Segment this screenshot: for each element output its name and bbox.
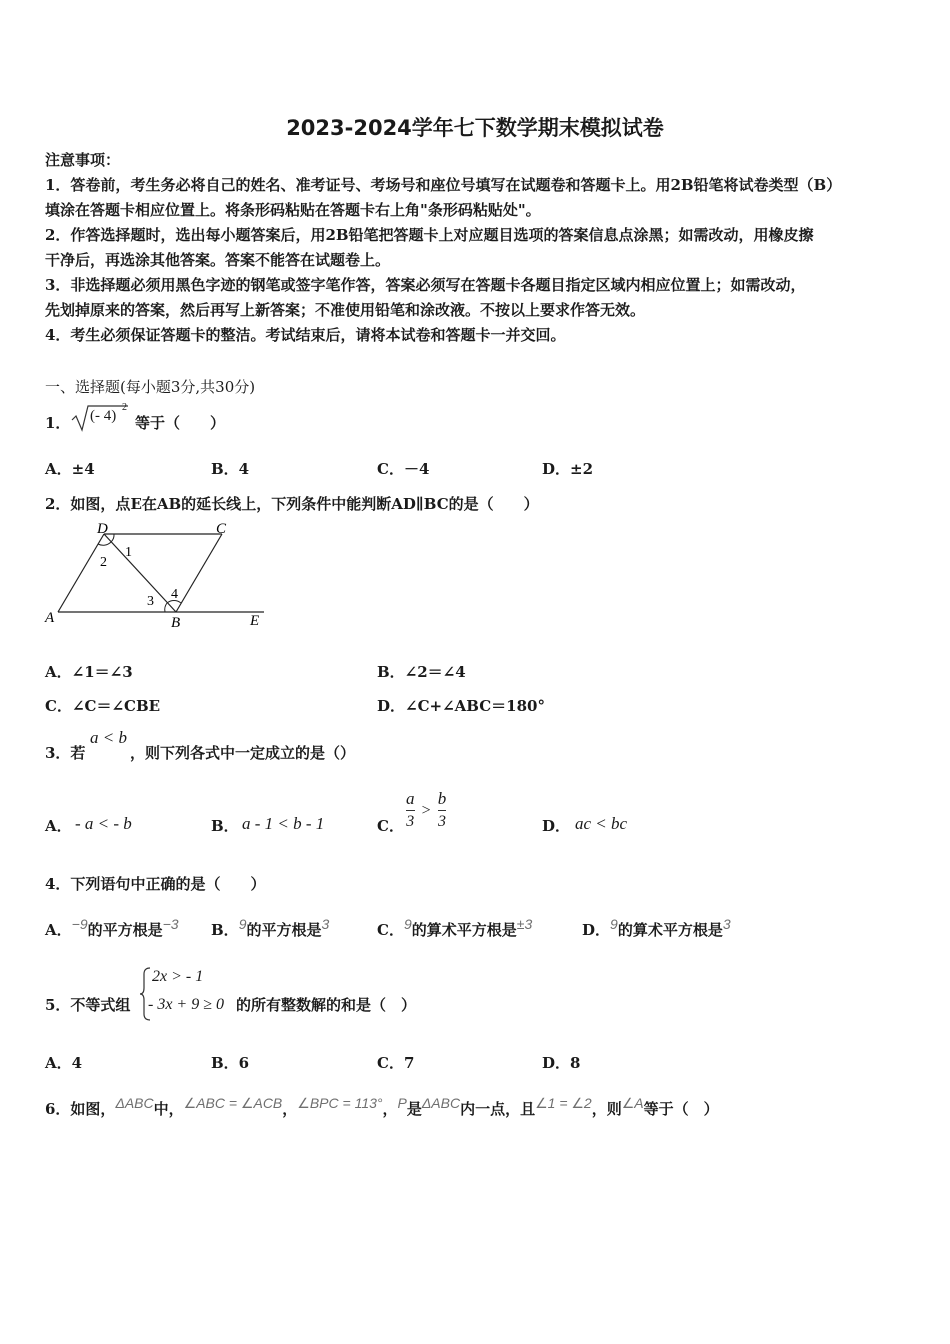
q2-option-a: A．∠1＝∠3 [45, 663, 133, 681]
greater-than: > [421, 801, 431, 819]
text: ， [382, 1100, 398, 1118]
math-value: ±3 [516, 916, 533, 932]
q2-option-b: B．∠2＝∠4 [377, 663, 466, 681]
note-line: 干净后，再选涂其他答案。答案不能答在试题卷上。 [45, 251, 391, 269]
q4-text: 4．下列语句中正确的是（ ） [45, 875, 266, 893]
label-d: D [97, 521, 108, 537]
math-value: ΔABC [115, 1095, 154, 1111]
line-bc [176, 534, 222, 612]
math-value: ∠A [621, 1095, 644, 1111]
text: 6．如图， [45, 1100, 116, 1118]
q6-text [45, 1095, 719, 1119]
q3-option-c [406, 788, 446, 833]
section-heading: 一、选择题(每小题3分,共30分) [45, 378, 256, 396]
text: 是 [406, 1100, 422, 1118]
q1-option-c: C．－4 [377, 460, 430, 478]
angle-3-arc [165, 603, 167, 612]
math-value: 9 [610, 916, 618, 932]
q4-option-d [582, 916, 731, 940]
text: ， [282, 1100, 298, 1118]
q4-option-c [377, 916, 533, 940]
label-angle-3: 3 [147, 594, 154, 609]
math-value: P [397, 1095, 407, 1111]
option-text: 的算术平方根是 [411, 921, 517, 939]
label-angle-2: 2 [100, 555, 107, 570]
q5-option-b: B．6 [211, 1054, 250, 1072]
q2-figure [40, 518, 280, 638]
q5-suffix: 的所有整数解的和是（ ） [236, 996, 417, 1014]
note-line: 2．作答选择题时，选出每小题答案后，用2B铅笔把答题卡上对应题目选项的答案信息点涂黑；如需改动，用橡皮擦 [45, 226, 814, 244]
q1-radical [70, 402, 132, 434]
label-angle-4: 4 [171, 587, 178, 602]
angle-2-arc [98, 542, 111, 545]
q3-option-d: ac < bc [575, 814, 628, 833]
text: 中， [153, 1100, 184, 1118]
text: 等于（ ） [643, 1100, 719, 1118]
q2-option-d: D．∠C+∠ABC＝180° [377, 697, 545, 715]
q5-option-a: A．4 [45, 1054, 83, 1072]
note-line: 1．答卷前，考生务必将自己的姓名、准考证号、考场号和座位号填写在试题卷和答题卡上。用2B铅笔将试卷类型（B） [45, 176, 842, 194]
q5-option-d: D．8 [542, 1054, 581, 1072]
note-line: 4．考生必须保证答题卡的整洁。考试结束后，请将本试卷和答题卡一并交回。 [45, 326, 566, 344]
q3-option-b-label: B． [211, 817, 239, 835]
math-value: 3 [722, 916, 731, 932]
q5-option-c: C．7 [377, 1054, 415, 1072]
denominator: 3 [437, 813, 446, 830]
text: ，则 [591, 1100, 622, 1118]
note-line: 填涂在答题卡相应位置上。将条形码粘贴在答题卡右上角"条形码粘贴处"。 [45, 201, 541, 219]
q2-text: 2．如图，点E在AB的延长线上，下列条件中能判断AD∥BC的是（ ） [45, 495, 539, 513]
q1-exponent: 2 [122, 402, 127, 413]
q5-prefix: 5．不等式组 [45, 996, 131, 1014]
label-b: B [171, 615, 181, 631]
q1-option-b: B．4 [211, 460, 250, 478]
q5-system [138, 966, 238, 1022]
math-value: ∠ABC = ∠ACB [183, 1095, 283, 1111]
option-label: B． [211, 921, 239, 939]
text: 内一点，且 [460, 1100, 536, 1118]
q5-inequality-1: 2x > - 1 [152, 968, 204, 985]
q3-condition: a < b [90, 728, 127, 747]
q1-text: 等于（ ） [135, 414, 226, 432]
line-db [104, 534, 176, 612]
q1-option-a: A．±4 [45, 460, 95, 478]
q1-option-d: D．±2 [542, 460, 594, 478]
q3-option-a-label: A． [45, 817, 72, 835]
option-label: A． [45, 921, 72, 939]
label-e: E [250, 613, 260, 629]
q3-option-b: a - 1 < b - 1 [242, 814, 325, 833]
q1-radicand: (- 4) [90, 408, 117, 424]
label-c: C [216, 521, 227, 537]
math-value: ΔABC [421, 1095, 461, 1111]
numerator: a [406, 788, 415, 811]
q3-option-d-label: D． [542, 817, 571, 835]
numerator: b [438, 788, 447, 811]
option-text: 的算术平方根是 [617, 921, 723, 939]
notes-heading: 注意事项： [45, 151, 121, 169]
q1-number: 1． [45, 414, 71, 432]
label-angle-1: 1 [125, 545, 132, 560]
q4-option-a [45, 916, 179, 940]
note-line: 先划掉原来的答案，然后再写上新答案；不准使用铅笔和涂改液。不按以上要求作答无效。 [45, 301, 646, 319]
fraction-a-over-3 [406, 788, 415, 833]
angle-1-arc [111, 534, 114, 542]
math-value: −3 [162, 916, 179, 932]
note-line: 3．非选择题必须用黑色字迹的钢笔或签字笔作答，答案必须写在答题卡各题目指定区域内相应位置上；如需改动， [45, 276, 806, 294]
q2-option-c: C．∠C＝∠CBE [45, 697, 161, 715]
math-value: −9 [71, 916, 88, 932]
math-value: 3 [321, 916, 330, 932]
math-value: 9 [238, 916, 247, 932]
math-value: 9 [403, 916, 412, 932]
q3-suffix: ，则下列各式中一定成立的是（） [130, 744, 356, 762]
q5-inequality-2: - 3x + 9 ≥ 0 [148, 996, 225, 1013]
q4-option-b [211, 916, 330, 940]
page-title: 2023-2024学年七下数学期末模拟试卷 [286, 116, 664, 140]
q3-option-c-label: C． [377, 817, 404, 835]
q3-option-a: - a < - b [75, 814, 132, 833]
option-label: C． [377, 921, 404, 939]
label-a: A [45, 610, 55, 626]
option-text: 的平方根是 [246, 921, 322, 939]
line-ad [58, 534, 104, 612]
option-text: 的平方根是 [87, 921, 163, 939]
option-label: D． [582, 921, 611, 939]
math-value: ∠BPC = 113° [297, 1095, 383, 1111]
math-value: ∠1 = ∠2 [535, 1095, 592, 1111]
fraction-b-over-3 [438, 788, 447, 833]
denominator: 3 [406, 813, 415, 830]
q3-prefix: 3．若 [45, 744, 86, 762]
